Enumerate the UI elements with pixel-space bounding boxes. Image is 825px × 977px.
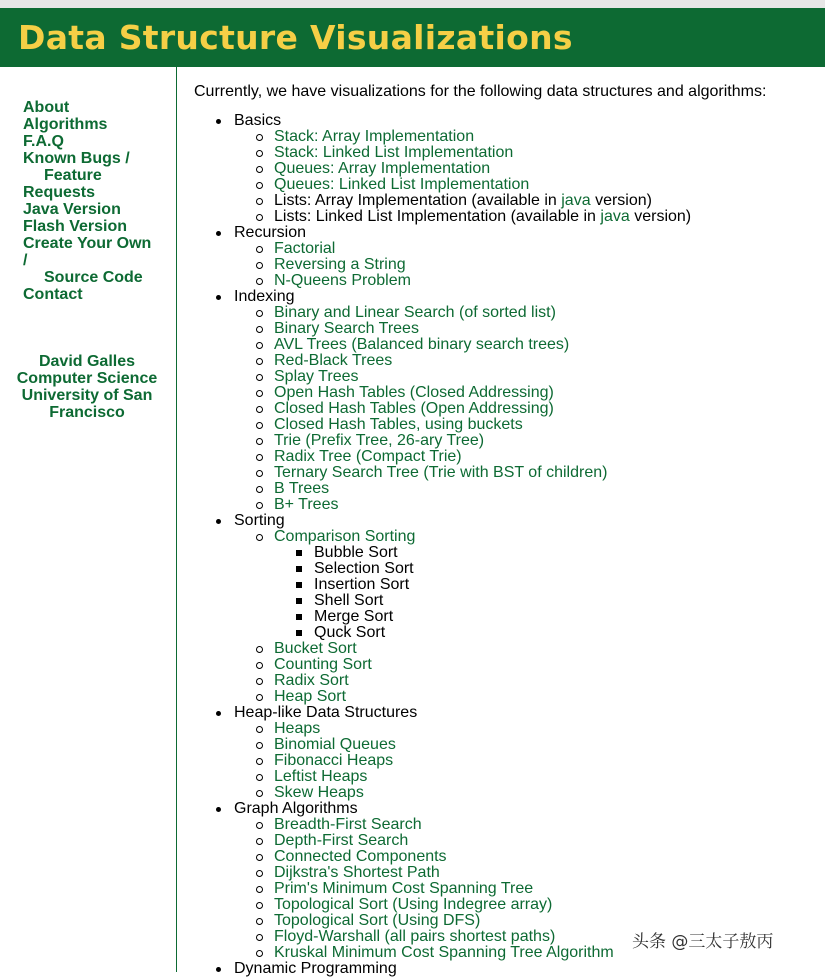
list-item: Quck Sort	[274, 625, 819, 641]
viz-link[interactable]: Skew Heaps	[274, 784, 364, 801]
list-item	[234, 849, 819, 865]
viz-link[interactable]: Depth-First Search	[274, 832, 409, 849]
viz-link[interactable]: Binary Search Trees	[274, 320, 419, 337]
author-name: David Galles	[38, 353, 136, 370]
category-basics	[194, 113, 819, 225]
sidebar-link-java-version[interactable]: Java Version	[23, 201, 121, 218]
viz-link[interactable]: Stack: Array Implementation	[274, 128, 475, 145]
list-item	[234, 385, 819, 401]
list-item	[234, 449, 819, 465]
list-item	[234, 433, 819, 449]
sidebar	[0, 67, 177, 972]
viz-link[interactable]: Splay Trees	[274, 368, 359, 385]
list-item	[234, 161, 819, 177]
category-recursion	[194, 225, 819, 289]
page-title: Data Structure Visualizations	[18, 18, 573, 57]
viz-link[interactable]: Factorial	[274, 240, 336, 257]
list-item	[234, 721, 819, 737]
viz-link[interactable]: Closed Hash Tables, using buckets	[274, 416, 523, 433]
lists-linked-text: Lists: Linked List Implementation (available in	[274, 208, 596, 225]
viz-link[interactable]: Breadth-First Search	[274, 816, 422, 833]
category-indexing	[194, 289, 819, 513]
list-item	[234, 353, 819, 369]
page-header	[0, 8, 825, 67]
list-item	[234, 881, 819, 897]
viz-link[interactable]: Floyd-Warshall (all pairs shortest paths)	[274, 928, 556, 945]
category-label: Indexing	[234, 288, 295, 305]
list-item	[234, 657, 819, 673]
list-item	[234, 497, 819, 513]
heap-list	[234, 721, 819, 801]
list-item	[234, 769, 819, 785]
create-line-2: /	[23, 252, 28, 269]
java-link[interactable]: java	[561, 192, 591, 209]
viz-link[interactable]: AVL Trees (Balanced binary search trees)	[274, 336, 570, 353]
viz-link[interactable]: Counting Sort	[274, 656, 372, 673]
version-suffix: version)	[595, 192, 652, 209]
known-bugs-line-1: Known Bugs /	[23, 150, 130, 167]
viz-link[interactable]: Leftist Heaps	[274, 768, 368, 785]
category-label: Graph Algorithms	[234, 800, 358, 817]
list-item	[234, 689, 819, 705]
list-item	[234, 529, 819, 641]
sidebar-link-known-bugs[interactable]	[23, 150, 173, 201]
sidebar-link-faq[interactable]: F.A.Q	[23, 133, 64, 150]
viz-link[interactable]: Queues: Linked List Implementation	[274, 176, 530, 193]
list-item	[234, 465, 819, 481]
recursion-list	[234, 241, 819, 289]
list-item	[234, 321, 819, 337]
java-link[interactable]: java	[600, 208, 630, 225]
sidebar-link-flash-version[interactable]: Flash Version	[23, 218, 128, 235]
sorting-list	[234, 529, 819, 705]
category-label: Heap-like Data Structures	[234, 704, 418, 721]
author-dept: Computer Science	[16, 370, 158, 387]
list-item: Selection Sort	[274, 561, 819, 577]
list-item	[234, 865, 819, 881]
author-block	[0, 353, 174, 421]
list-item	[234, 177, 819, 193]
viz-link[interactable]: Binomial Queues	[274, 736, 396, 753]
main-content	[194, 80, 819, 977]
category-label: Dynamic Programming	[234, 960, 397, 977]
list-item	[234, 129, 819, 145]
viz-link[interactable]: Red-Black Trees	[274, 352, 393, 369]
watermark-text: 头条 @三太子敖丙	[632, 932, 774, 952]
viz-link[interactable]: Reversing a String	[274, 256, 406, 273]
viz-link[interactable]: Ternary Search Tree (Trie with BST of children)	[274, 464, 608, 481]
list-item: Insertion Sort	[274, 577, 819, 593]
category-heap-like	[194, 705, 819, 801]
viz-link[interactable]: Dijkstra's Shortest Path	[274, 864, 440, 881]
list-item	[234, 833, 819, 849]
viz-link[interactable]: Bucket Sort	[274, 640, 357, 657]
viz-link[interactable]: Radix Sort	[274, 672, 349, 689]
sidebar-link-about[interactable]: About	[23, 99, 70, 116]
list-item	[234, 401, 819, 417]
list-item	[234, 209, 819, 225]
list-item	[234, 273, 819, 289]
category-dynamic-programming	[194, 961, 819, 977]
list-item	[234, 641, 819, 657]
viz-link[interactable]: N-Queens Problem	[274, 272, 411, 289]
viz-link[interactable]: Comparison Sorting	[274, 528, 416, 545]
list-item: Bubble Sort	[274, 545, 819, 561]
intro-text: Currently, we have visualizations for the following data structures and algorithms:	[194, 83, 767, 100]
viz-link[interactable]: B+ Trees	[274, 496, 339, 513]
viz-link[interactable]: Heaps	[274, 720, 321, 737]
viz-link[interactable]: B Trees	[274, 480, 330, 497]
category-list	[194, 113, 819, 977]
create-line-3: Source Code	[44, 269, 143, 286]
basics-list	[234, 129, 819, 225]
known-bugs-line-3: Requests	[23, 184, 96, 201]
category-label: Recursion	[234, 224, 307, 241]
viz-link[interactable]: Queues: Array Implementation	[274, 160, 491, 177]
list-item	[234, 897, 819, 913]
list-item	[234, 913, 819, 929]
list-item	[234, 673, 819, 689]
viz-link[interactable]: Stack: Linked List Implementation	[274, 144, 514, 161]
viz-link[interactable]: Open Hash Tables (Closed Addressing)	[274, 384, 554, 401]
list-item: Shell Sort	[274, 593, 819, 609]
version-suffix: version)	[634, 208, 692, 225]
viz-link[interactable]: Fibonacci Heaps	[274, 752, 394, 769]
list-item	[234, 241, 819, 257]
sidebar-link-create-your-own[interactable]	[23, 235, 173, 286]
viz-link[interactable]: Prim's Minimum Cost Spanning Tree	[274, 880, 534, 897]
lists-array-text: Lists: Array Implementation (available in	[274, 192, 557, 209]
list-item	[234, 737, 819, 753]
viz-link[interactable]: Topological Sort (Using Indegree array)	[274, 896, 553, 913]
viz-link[interactable]: Heap Sort	[274, 688, 347, 705]
list-item	[234, 145, 819, 161]
viz-link[interactable]: Closed Hash Tables (Open Addressing)	[274, 400, 554, 417]
list-item	[234, 481, 819, 497]
list-item	[234, 817, 819, 833]
list-item	[234, 785, 819, 801]
browser-top-strip	[0, 0, 825, 8]
list-item	[234, 305, 819, 321]
sidebar-link-algorithms[interactable]: Algorithms	[23, 116, 108, 133]
list-item	[234, 337, 819, 353]
viz-link[interactable]: Trie (Prefix Tree, 26-ary Tree)	[274, 432, 485, 449]
list-item	[234, 257, 819, 273]
known-bugs-line-2: Feature	[44, 167, 102, 184]
list-item	[234, 369, 819, 385]
viz-link[interactable]: Topological Sort (Using DFS)	[274, 912, 481, 929]
list-item	[234, 417, 819, 433]
create-line-1: Create Your Own	[23, 235, 152, 252]
viz-link[interactable]: Connected Components	[274, 848, 447, 865]
author-univ-line-2: Francisco	[49, 404, 125, 421]
viz-link[interactable]: Kruskal Minimum Cost Spanning Tree Algorithm	[274, 944, 614, 961]
viz-link[interactable]: Radix Tree (Compact Trie)	[274, 448, 462, 465]
viz-link[interactable]: Binary and Linear Search (of sorted list)	[274, 304, 556, 321]
list-item	[234, 193, 819, 209]
list-item: Merge Sort	[274, 609, 819, 625]
sidebar-link-contact[interactable]: Contact	[23, 286, 83, 303]
category-label: Basics	[234, 112, 282, 129]
sidebar-nav	[23, 99, 173, 303]
category-sorting	[194, 513, 819, 705]
author-univ-line-1: University of San	[21, 387, 153, 404]
indexing-list	[234, 305, 819, 513]
category-label: Sorting	[234, 512, 285, 529]
list-item	[234, 753, 819, 769]
comparison-sort-list	[274, 545, 819, 641]
